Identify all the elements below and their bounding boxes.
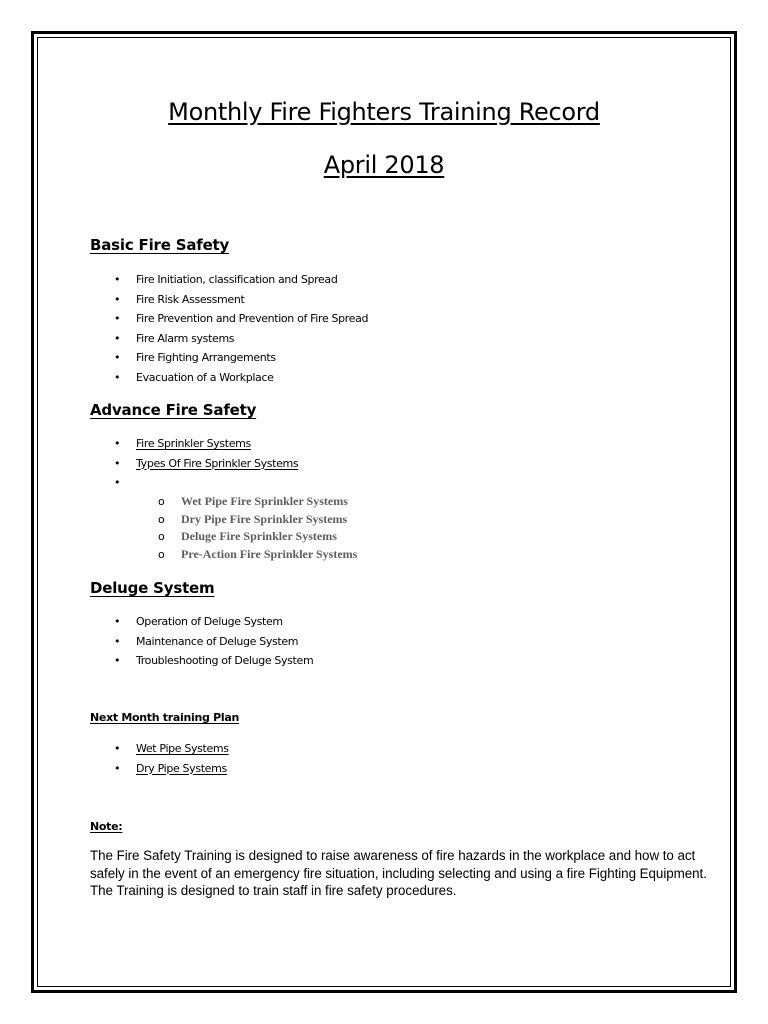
bullet-icon: • <box>114 273 121 286</box>
list-item: • Troubleshooting of Deluge System <box>0 651 313 671</box>
list-item: • Maintenance of Deluge System <box>0 632 313 652</box>
list-item: • Fire Risk Assessment <box>0 290 368 310</box>
list-item: • Fire Fighting Arrangements <box>0 348 368 368</box>
advance-list <box>0 434 298 493</box>
list-item-link[interactable]: • Dry Pipe Systems <box>0 759 229 779</box>
bullet-icon: • <box>114 437 121 450</box>
sprinkler-types-list <box>0 493 357 563</box>
bullet-icon: • <box>114 654 121 667</box>
bullet-icon: • <box>114 742 121 755</box>
next-month-list <box>0 739 229 778</box>
section-heading-deluge: Deluge System <box>90 579 215 597</box>
note-paragraph: The Fire Safety Training is designed to raise awareness of fire hazards in the workplace and how to act safely in the event of an emergency fire situation, including selecting and using a fire Fighting Equipment. The Training is designed to train staff in fire safety procedures. <box>90 848 707 898</box>
list-item: • Evacuation of a Workplace <box>0 368 368 388</box>
sub-list-item: o Deluge Fire Sprinkler Systems <box>0 528 357 546</box>
section-heading-advance: Advance Fire Safety <box>90 401 257 419</box>
circle-bullet-icon: o <box>158 530 165 543</box>
bullet-icon: • <box>114 456 121 470</box>
list-item-link[interactable]: • Fire Sprinkler Systems <box>0 434 298 454</box>
document-subtitle: April 2018 <box>323 151 445 179</box>
list-item: • Operation of Deluge System <box>0 612 313 632</box>
bullet-icon: • <box>114 761 121 775</box>
list-item: • Fire Alarm systems <box>0 329 368 349</box>
sub-list-item: o Pre-Action Fire Sprinkler Systems <box>0 546 357 564</box>
bullet-icon: • <box>114 370 121 384</box>
circle-bullet-icon: o <box>158 495 165 508</box>
basic-list <box>0 270 368 387</box>
bullet-icon: • <box>114 615 121 628</box>
bullet-icon: • <box>114 292 121 306</box>
bullet-icon: • <box>114 634 121 648</box>
list-item: • Fire Initiation, classification and Spread <box>0 270 368 290</box>
bullet-icon: • <box>114 331 121 345</box>
section-heading-note: Note: <box>90 820 123 833</box>
document-title: Monthly Fire Fighters Training Record <box>168 98 600 126</box>
list-item-link[interactable]: • Wet Pipe Systems <box>0 739 229 759</box>
sub-list-item: o Dry Pipe Fire Sprinkler Systems <box>0 511 357 529</box>
section-heading-next-month: Next Month training Plan <box>90 711 240 724</box>
section-heading-basic: Basic Fire Safety <box>90 236 230 254</box>
deluge-list <box>0 612 313 671</box>
sub-list-item: o Wet Pipe Fire Sprinkler Systems <box>0 493 357 511</box>
bullet-icon: • <box>114 476 121 489</box>
bullet-icon: • <box>114 312 121 325</box>
list-item-empty <box>0 473 298 493</box>
bullet-icon: • <box>114 351 121 364</box>
circle-bullet-icon: o <box>158 512 165 526</box>
list-item-link[interactable]: • Types Of Fire Sprinkler Systems <box>0 454 298 474</box>
circle-bullet-icon: o <box>158 547 165 561</box>
list-item: • Fire Prevention and Prevention of Fire Spread <box>0 309 368 329</box>
